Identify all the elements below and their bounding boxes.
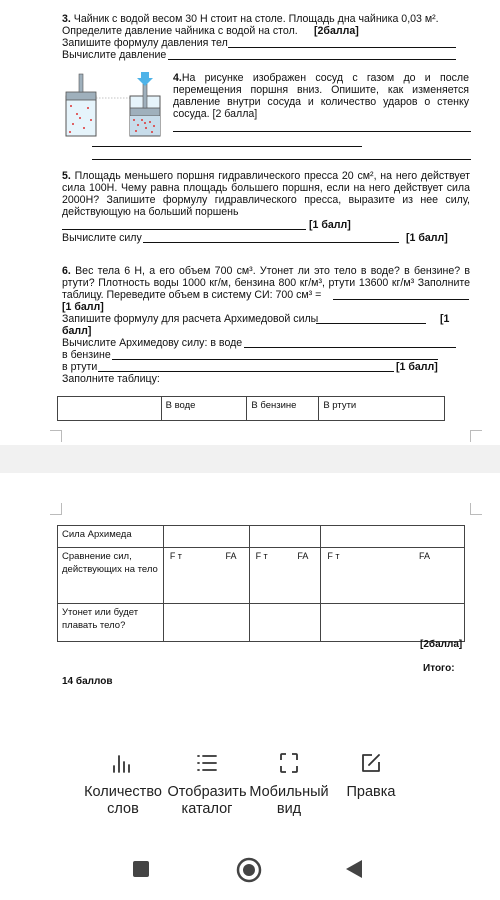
crop-mark [470, 503, 482, 515]
q3-text: Чайник с водой весом 30 Н стоит на столе. Площадь дна чайника 0,03 м². [73, 13, 439, 25]
edit-label: Правка [346, 784, 396, 800]
document-page-2 [0, 473, 500, 730]
q6-fill-table: Заполните таблицу: [62, 373, 160, 385]
q3-calc-blank [168, 59, 456, 60]
q6-points-2b: балл] [62, 325, 92, 337]
q6-calc-water-prompt: Вычислите Архимедову силу: в воде [62, 337, 243, 349]
table-cell: Сравнение сил, действующих на тело [58, 548, 164, 604]
back-button[interactable] [345, 859, 363, 884]
recent-apps-button[interactable] [133, 861, 149, 882]
square-icon [133, 861, 149, 877]
table-cell[interactable] [249, 604, 321, 642]
crop-mark [50, 503, 62, 515]
table-row [58, 526, 465, 548]
ft-label: F т [169, 551, 182, 561]
q6-body: Вес тела 6 Н, а его объем 700 см³. Утонет ли это тело в воде? в бензине? в ртути? Плотность воды 1000 кг/м, бензина 800 кг/м³, ртути 13600 кг/м³ Заполните таблицу. Переведите объем в систему СИ: 700 см³ = [62, 265, 470, 301]
show-toc-button[interactable] [162, 752, 252, 818]
table-cell[interactable] [249, 526, 321, 548]
table-row [58, 548, 465, 604]
q6-formula-blank [316, 323, 426, 324]
list-icon [196, 752, 218, 774]
fa-label: FA [225, 551, 237, 561]
q5-points-1: [1 балл] [309, 219, 351, 231]
table-row [58, 397, 445, 421]
q3-formula-blank [228, 47, 456, 48]
footer-total: Итого: [423, 663, 455, 674]
table-cell[interactable] [163, 526, 249, 548]
mobile-view-icon [278, 752, 300, 774]
answer-table [57, 525, 465, 642]
show-toc-label: Отобразить каталог [167, 784, 247, 817]
table-cell: Утонет или будет плавать тело? [58, 604, 164, 642]
system-nav-bar [0, 840, 500, 900]
bottom-toolbar [0, 730, 500, 840]
edit-icon [360, 752, 382, 774]
q4-answer-line-1 [173, 131, 471, 132]
q3-line1 [62, 13, 439, 25]
q3-points: [2балла] [314, 25, 359, 37]
mobile-view-label: Мобильный вид [249, 784, 329, 817]
ft-label: F т [327, 551, 340, 561]
q5-calc-prompt: Вычислите силу [62, 232, 142, 244]
q3-number: 3. [62, 13, 71, 25]
fa-label: FA [418, 551, 430, 561]
fa-label: FA [297, 551, 309, 561]
q4-answer-line-2 [92, 146, 362, 147]
crop-mark [50, 430, 62, 442]
q6-text [62, 265, 470, 301]
q6-number: 6. [62, 265, 71, 277]
edit-button[interactable] [326, 752, 416, 801]
q5-body: Площадь меньшего поршня гидравлического пресса 20 см², на него действует сила 100Н. Чему равна площадь большего поршня, если на него действует сила 2000Н? Запишите формулу гидравлического пресса, выразите из нее силу, действующую на больший поршень [62, 170, 470, 218]
q4-text [173, 72, 469, 120]
q6-formula-prompt: Запишите формулу для расчета Архимедовой силы [62, 313, 319, 325]
q4-number: 4. [173, 72, 182, 84]
table-cell: В ртути [319, 397, 445, 421]
table-cell[interactable] [321, 526, 465, 548]
q5-number: 5. [62, 170, 71, 182]
q6-calc-mercury-blank [98, 371, 394, 372]
q6-points-1: [1 балл] [62, 301, 104, 313]
table-cell: Сила Архимеда [58, 526, 164, 548]
table-cell [58, 397, 162, 421]
document-page-1 [0, 0, 500, 445]
home-circle-icon [236, 857, 262, 883]
q4-points: [2 балла] [212, 108, 258, 120]
q6-points-3: [1 балл] [396, 361, 438, 373]
word-count-button[interactable] [78, 752, 168, 818]
q5-calc-blank [143, 242, 399, 243]
q5-formula-blank [62, 229, 306, 230]
table-cell[interactable] [163, 548, 249, 604]
q6-calc-benzine-prompt: в бензине [62, 349, 111, 361]
table-cell: В бензине [247, 397, 319, 421]
table-cell: В воде [161, 397, 247, 421]
q6-calc-mercury-prompt: в ртути [62, 361, 98, 373]
q3-formula-prompt: Запишите формулу давления тел [62, 37, 228, 49]
answer-table-header [57, 396, 445, 421]
table-cell[interactable] [321, 604, 465, 642]
crop-mark [470, 430, 482, 442]
footer-score: 14 баллов [62, 676, 113, 687]
q6-points-2a: [1 [440, 313, 450, 325]
word-count-label: Количество слов [84, 784, 162, 817]
q6-si-blank [333, 299, 469, 300]
back-triangle-icon [345, 859, 363, 879]
gas-vessel-figure [62, 70, 167, 138]
bar-chart-icon [112, 752, 134, 774]
q3-line2: Определите давление чайника с водой на стол. [62, 25, 298, 37]
table-cell[interactable] [249, 548, 321, 604]
mobile-view-button[interactable] [244, 752, 334, 818]
table-cell[interactable] [321, 548, 465, 604]
q4-answer-line-3 [92, 159, 471, 160]
q6-calc-benzine-blank [112, 359, 438, 360]
q5-text [62, 170, 470, 218]
table-row [58, 604, 465, 642]
page-gap [0, 445, 500, 473]
home-button[interactable] [236, 857, 262, 888]
q6-calc-water-blank [244, 347, 456, 348]
q3-calc-prompt: Вычислите давление [62, 49, 167, 61]
q4-body: На рисунке изображен сосуд с газом до и после перемещения поршня вниз. Опишите, как изменяется давление внутри сосуда и количество ударов о стенку сосуда. [173, 72, 469, 120]
ft-label: F т [255, 551, 268, 561]
footer-points: [2балла] [420, 639, 463, 650]
table-cell[interactable] [163, 604, 249, 642]
q5-points-2: [1 балл] [406, 232, 448, 244]
